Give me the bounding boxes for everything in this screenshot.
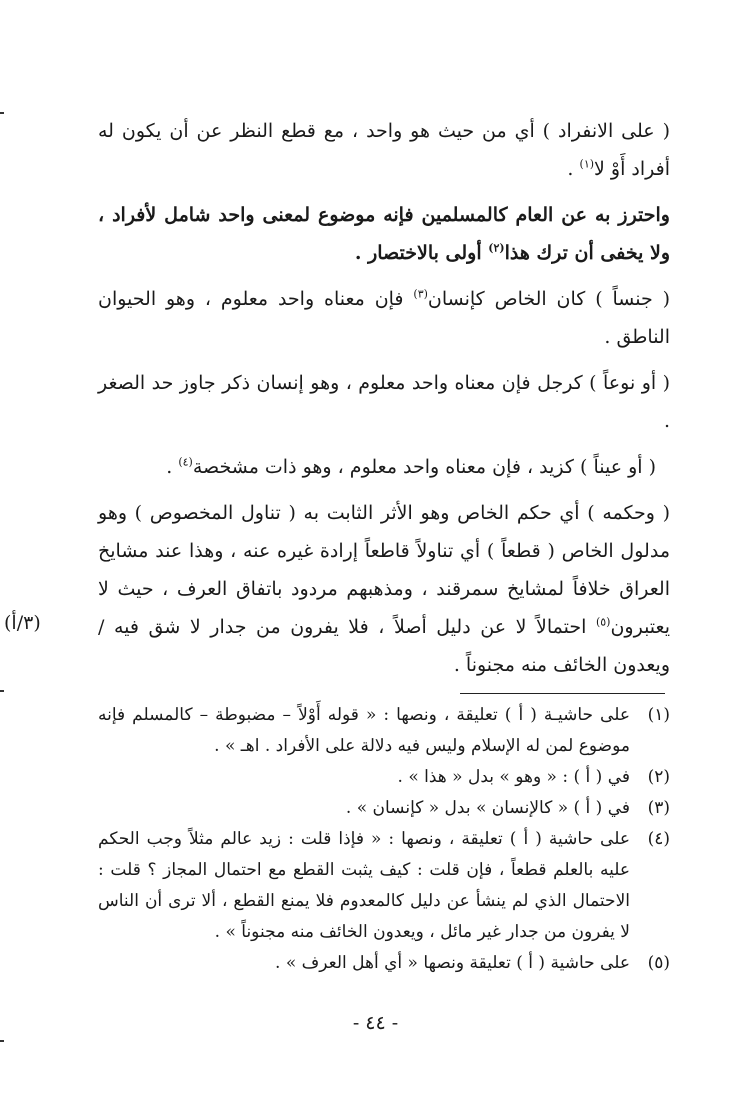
footnote-item xyxy=(98,824,670,948)
footnote-ref: (٤) xyxy=(178,455,193,469)
footnote-number: (٢) xyxy=(647,767,670,787)
edge-mark xyxy=(0,1040,4,1042)
edge-mark xyxy=(0,112,4,114)
footnote-text: في ( أ ) : « وهو » بدل « هذا » . xyxy=(397,767,630,787)
footnote-text: على حاشية ( أ ) تعليقة ونصها « أي أهل العرف » . xyxy=(275,953,630,973)
paragraph-2: واحترز به عن العام كالمسلمين فإنه موضوع لمعنى واحد شامل لأفراد ، ولا يخفى أن ترك هذا$^{(٢)}$ أولى بالاختصار . xyxy=(98,204,670,264)
footnote-text: على حاشية ( أ ) تعليقة ، ونصها : « فإذا قلت : زيد عالم مثلاً وجب الحكم عليه بالعلم قطعاً ، فإن قلت : كيف يثبت القطع مع احتمال المجاز ؟ قلت : الاحتمال الذي لم ينشأ عن دليل كالمعدوم فلا يمنع القطع ، ألا ترى أن الناس لا يفرون من جدار غير مائل ، ويعدون الخائف منه مجنوناً » . xyxy=(98,829,630,942)
footnote-item xyxy=(98,948,670,979)
footnote-number: (٣) xyxy=(647,798,670,818)
footnote-number: (٥) xyxy=(647,953,670,973)
footnote-item xyxy=(98,762,670,793)
footnote-divider xyxy=(460,693,665,694)
footnote-ref: (٢) xyxy=(488,241,505,255)
footnote-ref: (٥) xyxy=(595,615,611,629)
page-number: - ٤٤ - xyxy=(352,1012,399,1034)
footnote-ref: (٣) xyxy=(413,287,428,301)
main-text xyxy=(98,112,670,692)
footnote-text: على حاشيـة ( أ ) تعليقة ، ونصها : « قوله أَوْلاً – مضبوطة – كالمسلم فإنه موضوع لمن له الإسلام وليس فيه دلالة على الأفراد . اهـ » . xyxy=(98,705,630,756)
footnote-number: (٤) xyxy=(647,829,670,849)
footnotes xyxy=(98,700,670,979)
paragraph-3: ( جنساً ) كان الخاص كإنسان$^{(٣)}$ فإن معناه واحد معلوم ، وهو الحيوان الناطق . xyxy=(98,287,671,348)
footnote-ref: (١) xyxy=(579,157,595,171)
footnote-text: في ( أ ) « كالإنسان » بدل « كإنسان » . xyxy=(345,798,630,818)
paragraph-4: ( أو نوعاً ) كرجل فإن معناه واحد معلوم ، وهو إنسان ذكر جاوز حد الصغر . xyxy=(98,372,670,432)
paragraph-5: ( أو عيناً ) كزيد ، فإن معناه واحد معلوم ، وهو ذات مشخصة$^{(٤)}$ . xyxy=(166,455,656,478)
footnote-item xyxy=(98,700,670,762)
manuscript-folio-note: (٣/أ) xyxy=(4,612,41,634)
paragraph-6: ( وحكمه ) أي حكم الخاص وهو الأثر الثابت به ( تناول المخصوص ) وهو مدلول الخاص ( قطعاً ) أي تناولاً قاطعاً إرادة غيره عنه ، وهذا عند مشايخ العراق خلافاً لمشايخ سمرقند ، ومذهبهم مردود باتفاق العرف ، حيث لا يعتبرون$^{(٥)}$ احتمالاً لا عن دليل أصلاً ، فلا يفرون من جدار لا شق فيه / ويعدون الخائف منه مجنوناً . xyxy=(98,502,670,676)
edge-mark xyxy=(0,690,4,692)
footnote-item xyxy=(98,793,670,824)
paragraph-1: ( على الانفراد ) أي من حيث هو واحد ، مع قطع النظر عن أن يكون له أفراد أَوْ لا$^{(١)}$ . xyxy=(98,120,670,180)
footnote-number: (١) xyxy=(647,705,670,725)
